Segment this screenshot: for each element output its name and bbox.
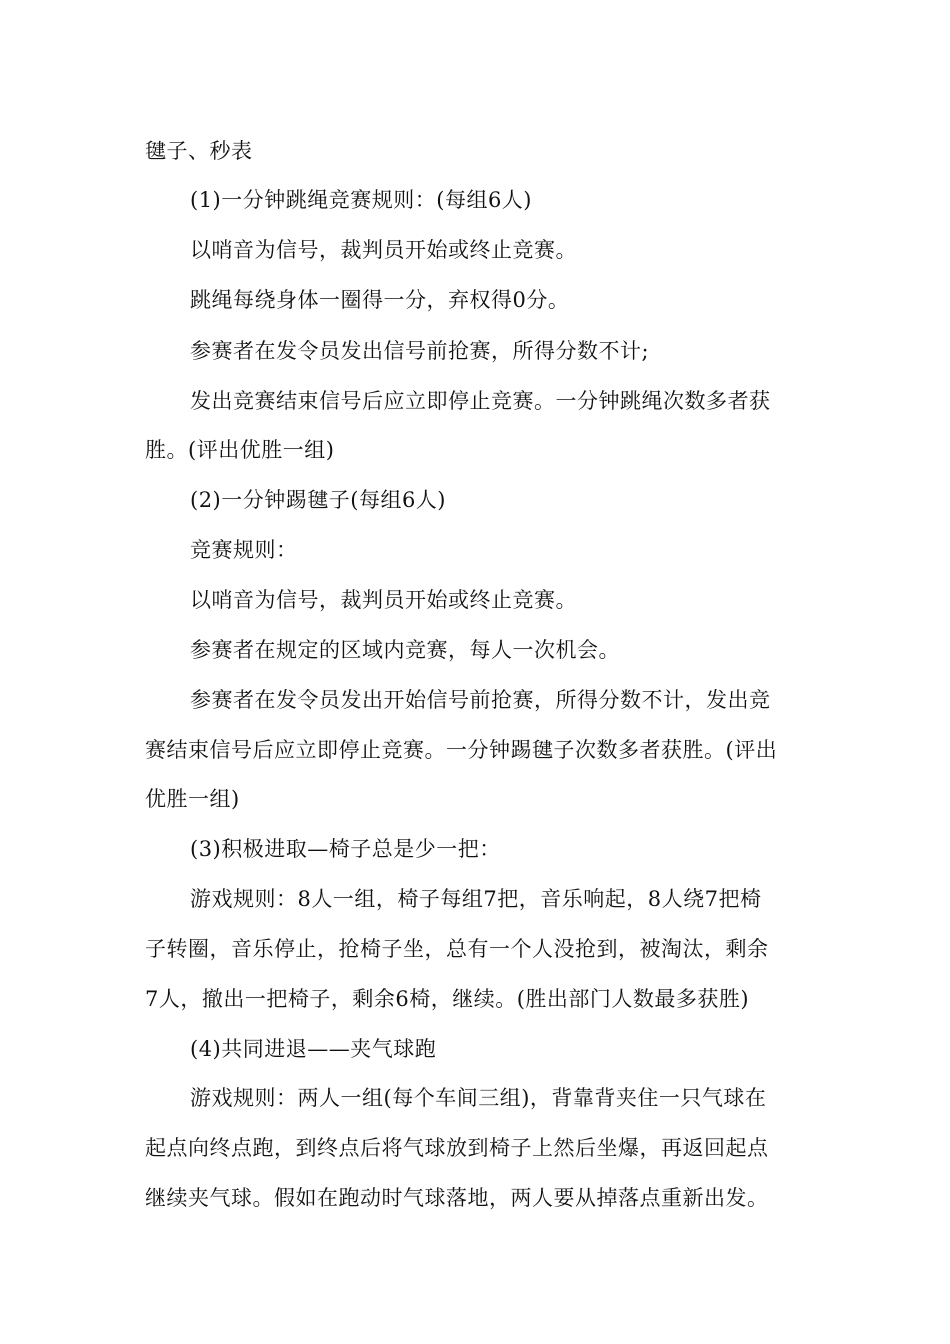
text-line: 跳绳每绕身体一圈得一分，弃权得0分。 bbox=[190, 288, 570, 312]
text-line: 7人，撤出一把椅子，剩余6椅，继续。(胜出部门人数最多获胜) bbox=[145, 987, 750, 1011]
text-line: 参赛者在发令员发出信号前抢赛，所得分数不计; bbox=[190, 339, 650, 363]
section-heading: (1)一分钟跳绳竞赛规则：(每组6人) bbox=[190, 188, 532, 212]
text-line: 游戏规则：8人一组，椅子每组7把，音乐响起，8人绕7把椅 bbox=[190, 887, 762, 911]
text-line: 参赛者在发令员发出开始信号前抢赛，所得分数不计，发出竞 bbox=[190, 688, 771, 712]
text-line: 优胜一组) bbox=[145, 787, 240, 811]
section-heading: (3)积极进取—椅子总是少一把： bbox=[190, 837, 501, 861]
text-line: 毽子、秒表 bbox=[145, 139, 253, 163]
text-line: 起点向终点跑，到终点后将气球放到椅子上然后坐爆，再返回起点 bbox=[145, 1136, 769, 1160]
text-line: 发出竞赛结束信号后应立即停止竞赛。一分钟跳绳次数多者获 bbox=[190, 389, 771, 413]
text-line: 胜。(评出优胜一组) bbox=[145, 438, 335, 462]
text-line: 竞赛规则： bbox=[190, 538, 298, 562]
text-line: 游戏规则：两人一组(每个车间三组)，背靠背夹住一只气球在 bbox=[190, 1086, 767, 1110]
text-line: 以哨音为信号，裁判员开始或终止竞赛。 bbox=[190, 238, 577, 262]
section-heading: (4)共同进退——夹气球跑 bbox=[190, 1037, 437, 1061]
text-line: 子转圈，音乐停止，抢椅子坐，总有一个人没抢到，被淘汰，剩余 bbox=[145, 937, 769, 961]
section-heading: (2)一分钟踢毽子(每组6人) bbox=[190, 488, 446, 512]
text-line: 赛结束信号后应立即停止竞赛。一分钟踢毽子次数多者获胜。(评出 bbox=[145, 738, 778, 762]
text-line: 继续夹气球。假如在跑动时气球落地，两人要从掉落点重新出发。 bbox=[145, 1186, 769, 1210]
text-line: 参赛者在规定的区域内竞赛，每人一次机会。 bbox=[190, 638, 620, 662]
text-line: 以哨音为信号，裁判员开始或终止竞赛。 bbox=[190, 588, 577, 612]
